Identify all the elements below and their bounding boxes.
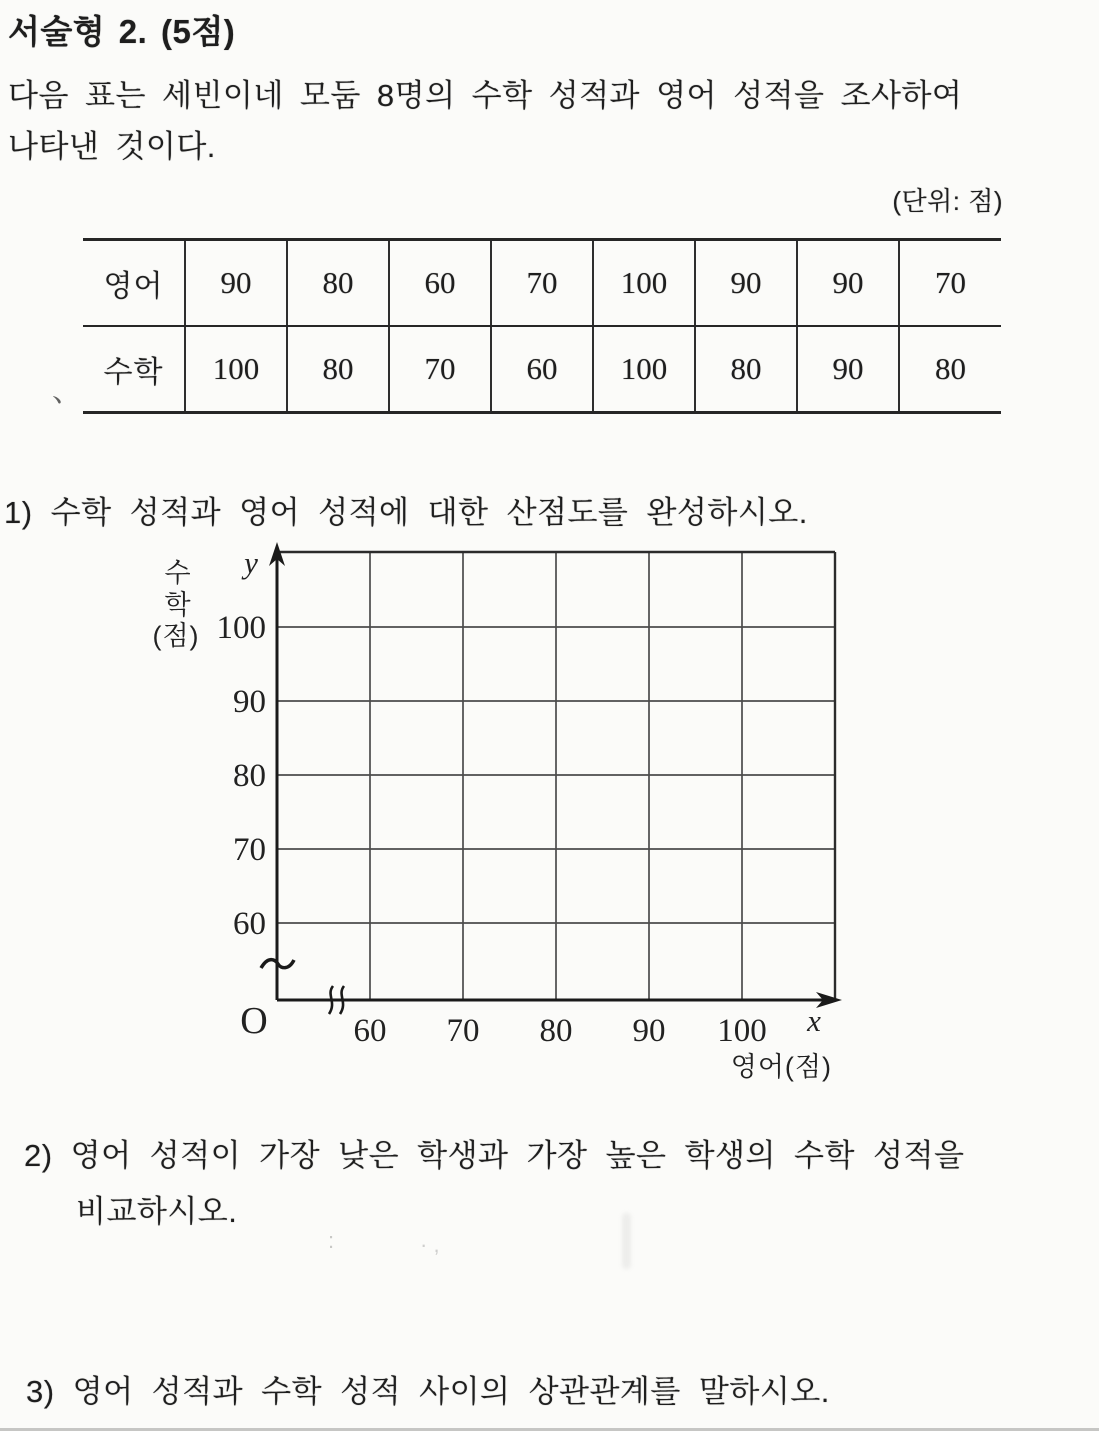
scores-table	[83, 238, 1001, 414]
x-tick-label: 60	[353, 1013, 387, 1049]
x-axis-label: 영어(점)	[730, 1052, 832, 1082]
question-2-line1: 2) 영어 성적이 가장 낮은 학생과 가장 높은 학생의 수학 성적을	[24, 1138, 965, 1173]
y-tick-label: 90	[233, 684, 266, 720]
x-tick-label: 70	[446, 1013, 480, 1049]
score-cell: 60	[389, 240, 491, 327]
score-cell: 80	[695, 326, 797, 413]
x-tick-labels	[354, 1013, 767, 1049]
score-cell: 80	[899, 326, 1001, 413]
score-cell: 90	[797, 326, 899, 413]
y-tick-label: 60	[233, 906, 266, 942]
unit-note: (단위: 점)	[892, 186, 1003, 216]
question-1: 1) 수학 성적과 영어 성적에 대한 산점도를 완성하시오.	[4, 495, 808, 530]
svg-text:(점): (점)	[152, 621, 200, 651]
score-cell: 90	[185, 240, 287, 327]
x-axis-letter: x	[807, 1003, 821, 1038]
y-axis	[269, 542, 285, 1000]
svg-text:수: 수	[164, 558, 192, 588]
question-2-line2: 비교하시오.	[76, 1194, 238, 1229]
table-row-english	[83, 240, 1001, 327]
y-axis-label	[152, 558, 199, 651]
intro-text-line2: 나타낸 것이다.	[8, 129, 216, 164]
intro-text-line1: 다음 표는 세빈이네 모둠 8명의 수학 성적과 영어 성적을 조사하여	[8, 78, 963, 113]
score-cell: 90	[797, 240, 899, 327]
y-axis-letter: y	[244, 545, 258, 580]
score-cell: 90	[695, 240, 797, 327]
x-axis	[277, 992, 842, 1008]
page-title: 서술형 2. (5점)	[8, 13, 236, 50]
y-tick-label: 70	[233, 832, 266, 868]
x-tick-label: 90	[632, 1013, 666, 1049]
grid-lines	[277, 552, 835, 1000]
scan-artifact: · ,	[420, 1232, 440, 1257]
table-row-math	[83, 326, 1001, 413]
score-cell: 70	[389, 326, 491, 413]
score-cell: 100	[593, 326, 695, 413]
scan-artifact: :	[328, 1228, 335, 1253]
y-tick-label: 80	[233, 758, 266, 794]
y-tick-label: 100	[216, 610, 266, 646]
row-header-english: 영어	[83, 240, 185, 327]
scan-artifact-tick: 、	[52, 375, 82, 408]
score-cell: 100	[185, 326, 287, 413]
score-cell: 60	[491, 326, 593, 413]
y-tick-labels	[217, 610, 267, 942]
svg-text:학: 학	[164, 590, 192, 620]
score-cell: 70	[899, 240, 1001, 327]
scan-smudge	[622, 1213, 631, 1269]
row-header-math: 수학	[103, 356, 164, 389]
x-tick-label: 100	[717, 1013, 767, 1049]
question-3: 3) 영어 성적과 수학 성적 사이의 상관관계를 말하시오.	[26, 1374, 830, 1409]
score-cell: 80	[287, 240, 389, 327]
score-cell: 70	[491, 240, 593, 327]
origin-label: O	[240, 1000, 268, 1042]
score-cell: 80	[287, 326, 389, 413]
x-tick-label: 80	[539, 1013, 573, 1049]
score-cell: 100	[593, 240, 695, 327]
scatter-plot	[140, 540, 885, 1095]
